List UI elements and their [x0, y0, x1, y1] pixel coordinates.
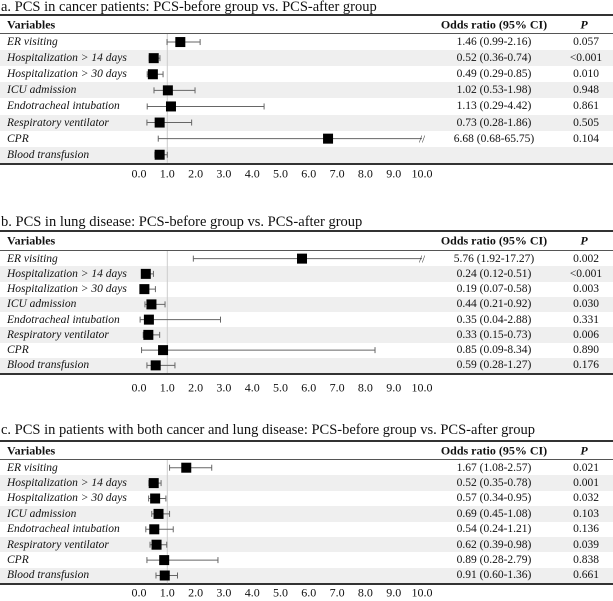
axis-tick-label: 3.0 [216, 380, 232, 395]
variable-label: Hospitalization > 14 days [7, 477, 127, 490]
p-value: 0.861 [573, 100, 599, 113]
axis-tick-label: 7.0 [329, 380, 345, 395]
p-value: 0.661 [573, 569, 599, 582]
odds-ratio-value: 0.49 (0.29-0.85) [456, 68, 532, 81]
axis-tick-label: 2.0 [188, 585, 204, 600]
header-variables: Variables [7, 443, 56, 457]
axis-tick-label: 6.0 [301, 166, 317, 181]
odds-ratio-value: 0.69 (0.45-1.08) [456, 507, 532, 520]
axis-tick-label: 0.0 [131, 380, 147, 395]
table-row [0, 506, 613, 521]
table-row [0, 312, 613, 327]
variable-label: CPR [7, 132, 29, 145]
axis-tick-label: 0.0 [131, 585, 147, 600]
variable-label: Hospitalization > 30 days [7, 492, 127, 505]
p-value: 0.838 [573, 554, 599, 567]
axis-tick-label: 3.0 [216, 166, 232, 181]
p-value: 0.039 [573, 538, 599, 551]
header-variables: Variables [7, 233, 56, 248]
table-row [0, 327, 613, 342]
variable-label: Endotracheal intubation [7, 100, 120, 113]
header-odds-ratio: Odds ratio (95% CI) [440, 443, 548, 457]
axis-tick-label: 8.0 [357, 166, 373, 181]
p-value: 0.176 [573, 359, 599, 372]
odds-ratio-value: 0.89 (0.28-2.79) [456, 554, 532, 567]
table-row [0, 115, 613, 131]
header-odds-ratio: Odds ratio (95% CI) [440, 233, 548, 248]
odds-ratio-value: 1.02 (0.53-1.98) [456, 84, 532, 97]
axis-tick-label: 4.0 [244, 380, 260, 395]
variable-label: ER visiting [7, 461, 58, 474]
table-row [0, 297, 613, 312]
odds-ratio-value: 1.13 (0.29-4.42) [456, 100, 532, 113]
axis-tick-label: 9.0 [386, 380, 402, 395]
axis-tick-label: 0.0 [131, 166, 147, 181]
variable-label: Respiratory ventilator [7, 116, 109, 129]
p-value: 0.104 [573, 132, 599, 145]
table-row [0, 131, 613, 147]
odds-ratio-value: 0.54 (0.24-1.21) [456, 523, 532, 536]
axis-tick-label: 9.0 [386, 585, 402, 600]
odds-ratio-value: 0.33 (0.15-0.73) [456, 328, 532, 341]
table-header [0, 230, 613, 251]
odds-ratio-value: 0.57 (0.34-0.95) [456, 492, 532, 505]
panel-title: b. PCS in lung disease: PCS-before group vs. PCS-after group [1, 214, 363, 230]
odds-ratio-value: 0.62 (0.39-0.98) [456, 538, 532, 551]
variable-label: ICU admission [7, 84, 77, 97]
table-row [0, 50, 613, 66]
p-value: <0.001 [569, 52, 603, 65]
variable-label: ICU admission [7, 507, 77, 520]
odds-ratio-value: 0.19 (0.07-0.58) [456, 283, 532, 296]
table-row [0, 34, 613, 50]
axis-tick-label: 8.0 [357, 380, 373, 395]
table-row [0, 282, 613, 297]
p-value: 0.032 [573, 492, 599, 505]
axis-tick-label: 5.0 [273, 585, 288, 600]
axis-tick-label: 10.0 [411, 166, 433, 181]
axis-tick-label: 1.0 [159, 585, 175, 600]
axis-tick-label: 3.0 [216, 585, 232, 600]
odds-ratio-value: 6.68 (0.68-65.75) [453, 132, 535, 145]
variable-label: Endotracheal intubation [7, 523, 120, 536]
p-value: 0.331 [573, 313, 599, 326]
p-value: <0.001 [569, 267, 603, 280]
header-p: P [580, 443, 588, 457]
table-row [0, 66, 613, 82]
axis-tick-label: 5.0 [273, 166, 288, 181]
axis-break-mark: // [419, 133, 426, 146]
odds-ratio-value: 0.24 (0.12-0.51) [456, 267, 532, 280]
axis-tick-label: 1.0 [159, 380, 175, 395]
p-value: 0.136 [573, 523, 599, 536]
p-value: 0.003 [573, 283, 599, 296]
variable-label: Hospitalization > 30 days [7, 283, 127, 296]
axis-tick-label: 4.0 [244, 585, 260, 600]
axis-tick-label: 7.0 [329, 585, 345, 600]
table-row [0, 358, 613, 373]
p-value: 0.006 [573, 328, 599, 341]
header-p: P [580, 233, 588, 248]
odds-ratio-value: 0.52 (0.36-0.74) [456, 52, 532, 65]
header-variables: Variables [7, 17, 56, 31]
table-row [0, 343, 613, 358]
axis-tick-label: 7.0 [329, 166, 345, 181]
p-value: 0.890 [573, 344, 599, 357]
odds-ratio-value: 0.35 (0.04-2.88) [456, 313, 532, 326]
axis-tick-label: 9.0 [386, 166, 402, 181]
axis-tick-label: 6.0 [301, 585, 317, 600]
axis-tick-label: 2.0 [188, 380, 204, 395]
variable-label: Hospitalization > 30 days [7, 68, 127, 81]
variable-label: Endotracheal intubation [7, 313, 120, 326]
variable-label: ICU admission [7, 298, 77, 311]
axis-tick-label: 4.0 [244, 166, 260, 181]
odds-ratio-value: 0.59 (0.28-1.27) [456, 359, 532, 372]
odds-ratio-value: 5.76 (1.92-17.27) [453, 252, 535, 265]
p-value: 0.948 [573, 84, 599, 97]
axis-tick-label: 5.0 [273, 380, 288, 395]
p-value: 0.002 [573, 252, 599, 265]
variable-label: Blood transfusion [7, 359, 90, 372]
odds-ratio-value: 0.91 (0.60-1.36) [456, 569, 532, 582]
header-p: P [580, 17, 588, 31]
odds-ratio-value: 1.46 (0.99-2.16) [456, 36, 532, 49]
p-value: 0.021 [573, 461, 599, 474]
table-row [0, 147, 613, 163]
p-value: 0.010 [573, 68, 599, 81]
axis-tick-label: 10.0 [411, 380, 433, 395]
axis-break-mark: // [419, 253, 426, 266]
variable-label: Respiratory ventilator [7, 328, 109, 341]
p-value: 0.505 [573, 116, 599, 129]
table-row [0, 266, 613, 281]
odds-ratio-value: 0.44 (0.21-0.92) [456, 298, 532, 311]
axis-tick-label: 6.0 [301, 380, 317, 395]
variable-label: Blood transfusion [7, 148, 90, 161]
table-row [0, 475, 613, 490]
table-row [0, 251, 613, 266]
table-row [0, 98, 613, 114]
axis-tick-label: 10.0 [411, 585, 433, 600]
table-row [0, 460, 613, 475]
p-value: 0.030 [573, 298, 599, 311]
p-value: 0.057 [573, 36, 599, 49]
panel-title: c. PCS in patients with both cancer and lung disease: PCS-before group vs. PCS-after group [1, 422, 536, 438]
variable-label: CPR [7, 344, 29, 357]
variable-label: Respiratory ventilator [7, 538, 109, 551]
panel-title: a. PCS in cancer patients: PCS-before group vs. PCS-after group [1, 0, 377, 15]
p-value: 0.103 [573, 507, 599, 520]
header-odds-ratio: Odds ratio (95% CI) [440, 17, 548, 31]
odds-ratio-value: 0.52 (0.35-0.78) [456, 477, 532, 490]
odds-ratio-value: 0.85 (0.09-8.34) [456, 344, 532, 357]
axis-tick-label: 8.0 [357, 585, 373, 600]
axis-tick-label: 2.0 [188, 166, 204, 181]
odds-ratio-value: 0.73 (0.28-1.86) [456, 116, 532, 129]
table-row [0, 537, 613, 552]
table-row [0, 568, 613, 583]
table-row [0, 491, 613, 506]
table-row [0, 522, 613, 537]
variable-label: ER visiting [7, 36, 58, 49]
axis-tick-label: 1.0 [159, 166, 175, 181]
variable-label: ER visiting [7, 252, 58, 265]
table-row [0, 82, 613, 98]
table-bottom-rule [0, 373, 613, 375]
odds-ratio-value: 1.67 (1.08-2.57) [456, 461, 532, 474]
table-header [0, 14, 613, 34]
p-value: 0.001 [573, 477, 599, 490]
table-row [0, 552, 613, 567]
table-bottom-rule [0, 163, 613, 165]
variable-label: Hospitalization > 14 days [7, 267, 127, 280]
variable-label: CPR [7, 554, 29, 567]
table-header [0, 440, 613, 460]
variable-label: Hospitalization > 14 days [7, 52, 127, 65]
variable-label: Blood transfusion [7, 569, 90, 582]
